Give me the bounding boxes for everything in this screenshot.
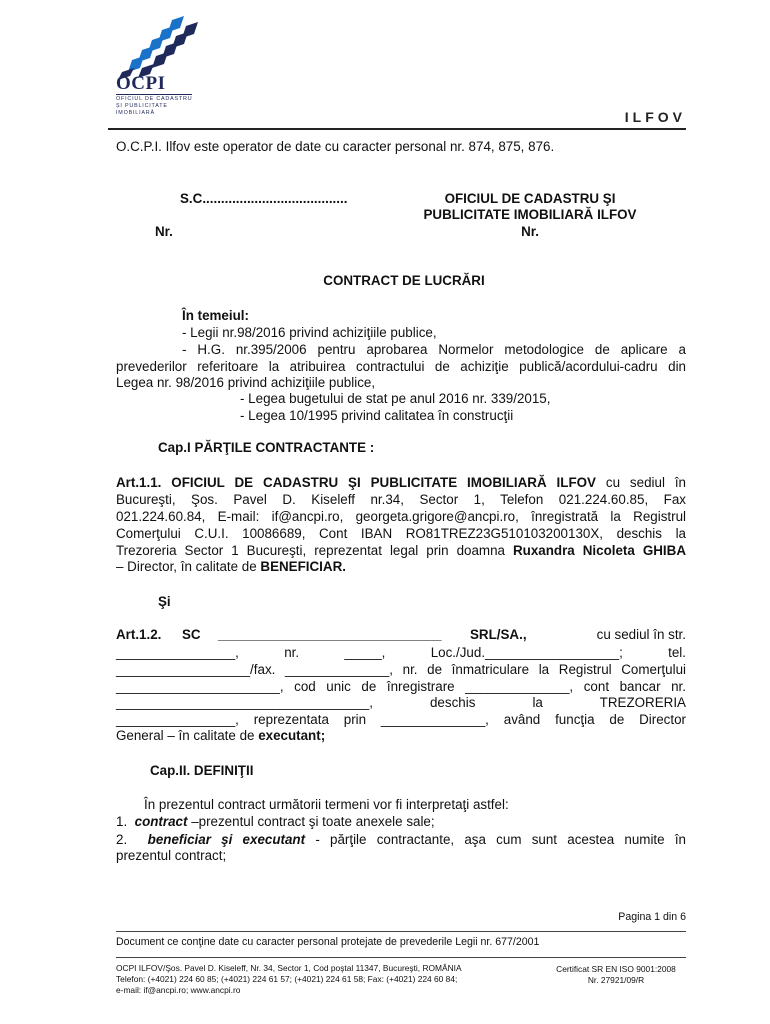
- definition-2: [116, 831, 686, 849]
- art11-bold-title: Art.1.1. OFICIUL DE CADASTRU ŞI PUBLICITATE IMOBILIARĂ ILFOV: [116, 475, 596, 490]
- art11-line1: [116, 474, 686, 492]
- beneficiar-label: BENEFICIAR.: [260, 559, 346, 574]
- cap1-heading: Cap.I PĂRŢILE CONTRACTANTE :: [158, 440, 375, 455]
- logo-subtitle-line2: ȘI PUBLICITATE: [116, 103, 168, 109]
- logo-wordmark: OCPI: [116, 73, 166, 94]
- def1-text: –prezentul contract şi toate anexele sale;: [187, 814, 435, 829]
- cap2-intro: În prezentul contract următorii termeni vor fi interpretaţi astfel:: [144, 797, 509, 812]
- header-divider: [108, 128, 686, 130]
- definition-1: [116, 814, 435, 829]
- art12-line6: ________________, reprezentata prin ______________, având funcţia de Director: [116, 712, 686, 727]
- def1-number: 1.: [116, 814, 128, 829]
- privacy-notice: Document ce conţine date cu caracter personal protejate de prevederile Legii nr. 677/2001: [116, 936, 540, 948]
- logo-subtitle-line3: IMOBILIARĂ: [116, 110, 155, 116]
- footer-address-line2: Telefon: (+4021) 224 60 85; (+4021) 224 61 57; (+4021) 224 61 58; Fax: (+4021) 224 60 84;: [116, 974, 458, 984]
- art11-line1-rest: cu sediul în: [595, 475, 686, 490]
- art12-company-blank: ______________________________: [218, 627, 442, 642]
- art11-line2: Bucureşti, Şos. Pavel D. Kiseleff nr.34, Sector 1, Telefon 021.224.60.85, Fax: [116, 492, 686, 507]
- si-conjunction: Şi: [158, 594, 171, 609]
- def2-text: - părţile contractante, aşa cum sunt acestea numite în: [305, 832, 686, 847]
- footer-divider-2: [116, 957, 686, 958]
- temei-item-3: - Legea bugetului de stat pe anul 2016 nr. 339/2015,: [240, 391, 551, 406]
- left-company-field: S.C.......................................: [180, 191, 348, 206]
- art12-line3: __________________/fax. ______________, nr. de înmatriculare la Registrul Comerţului: [116, 662, 686, 677]
- temei-item-4: - Legea 10/1995 privind calitatea în construcţii: [240, 408, 514, 423]
- art12-line1-rest: cu sediul în str.: [596, 627, 686, 642]
- art11-line6-text: – Director, în calitate de: [116, 559, 261, 574]
- art12-sc: SC: [182, 627, 201, 642]
- art12-line2: ________________, nr. _____, Loc./Jud.__________________; tel.: [116, 645, 686, 660]
- logo-underline: [116, 94, 192, 95]
- temei-item-2-line3: Legea nr. 98/2016 privind achiziţiile publice,: [116, 375, 376, 390]
- art11-line3: 021.224.60.84, E-mail: if@ancpi.ro, georgeta.grigore@ancpi.ro, înregistrată la Registrul: [116, 509, 686, 524]
- footer-address-line3: e-mail: if@ancpi.ro; www.ancpi.ro: [116, 985, 241, 995]
- document-title: CONTRACT DE LUCRĂRI: [323, 273, 485, 288]
- art11-line6: [116, 559, 346, 574]
- footer-divider-1: [116, 931, 686, 932]
- right-party-line1: OFICIUL DE CADASTRU ŞI: [444, 191, 616, 206]
- operator-note: O.C.P.I. Ilfov este operator de date cu caracter personal nr. 874, 875, 876.: [116, 139, 555, 154]
- art11-line4: Comerţului C.U.I. 10086689, Cont IBAN RO81TREZ23G510103200130X, deschis la: [116, 526, 686, 541]
- footer-address-line1: OCPI ILFOV/Şos. Pavel D. Kiseleff, Nr. 34, Sector 1, Cod poştal 11347, Bucureşti, ROMÂNIA: [116, 963, 462, 973]
- region-label: ILFOV: [624, 109, 686, 125]
- right-nr-label: Nr.: [521, 224, 539, 239]
- art12-line7-text: General – în calitate de: [116, 728, 259, 743]
- director-name: Ruxandra Nicoleta GHIBA: [512, 543, 686, 558]
- certificate-line2: Nr. 27921/09/R: [587, 975, 645, 985]
- temei-item-2-line2: prevederilor referitoare la atribuirea contractului de achiziţie publică/acordului-cadru din: [116, 359, 686, 374]
- art12-label: Art.1.2.: [116, 627, 162, 642]
- left-nr-label: Nr.: [155, 224, 173, 239]
- art12-srl-sa: SRL/SA.,: [470, 627, 527, 642]
- art12-line7: [116, 728, 325, 743]
- temei-heading: În temeiul:: [182, 308, 249, 323]
- def2-term: beneficiar şi executant: [147, 832, 306, 847]
- def2-number: 2.: [116, 832, 128, 847]
- def1-term: contract: [134, 814, 188, 829]
- temei-item-2-line1: - H.G. nr.395/2006 pentru aprobarea Normelor metodologice de aplicare a: [182, 342, 686, 357]
- art11-line5: [116, 542, 686, 560]
- definition-2-cont: prezentul contract;: [116, 848, 227, 863]
- executant-label: executant;: [258, 728, 326, 743]
- art12-line4: ______________________, cod unic de înregistrare ______________, cont bancar nr.: [116, 679, 686, 694]
- art12-line5: __________________________________, deschis la TREZORERIA: [116, 695, 686, 710]
- right-party-line2: PUBLICITATE IMOBILIARĂ ILFOV: [423, 207, 637, 222]
- logo-subtitle-line1: OFICIUL DE CADASTRU: [116, 96, 193, 102]
- art11-line5-text: Trezoreria Sector 1 Bucureşti, reprezentat legal prin doamna: [116, 543, 513, 558]
- certificate-line1: Certificat SR EN ISO 9001:2008: [556, 964, 676, 974]
- page-number: Pagina 1 din 6: [618, 911, 686, 923]
- cap2-heading: Cap.II. DEFINIŢII: [150, 763, 254, 778]
- temei-item-1: - Legii nr.98/2016 privind achiziţiile publice,: [182, 325, 437, 340]
